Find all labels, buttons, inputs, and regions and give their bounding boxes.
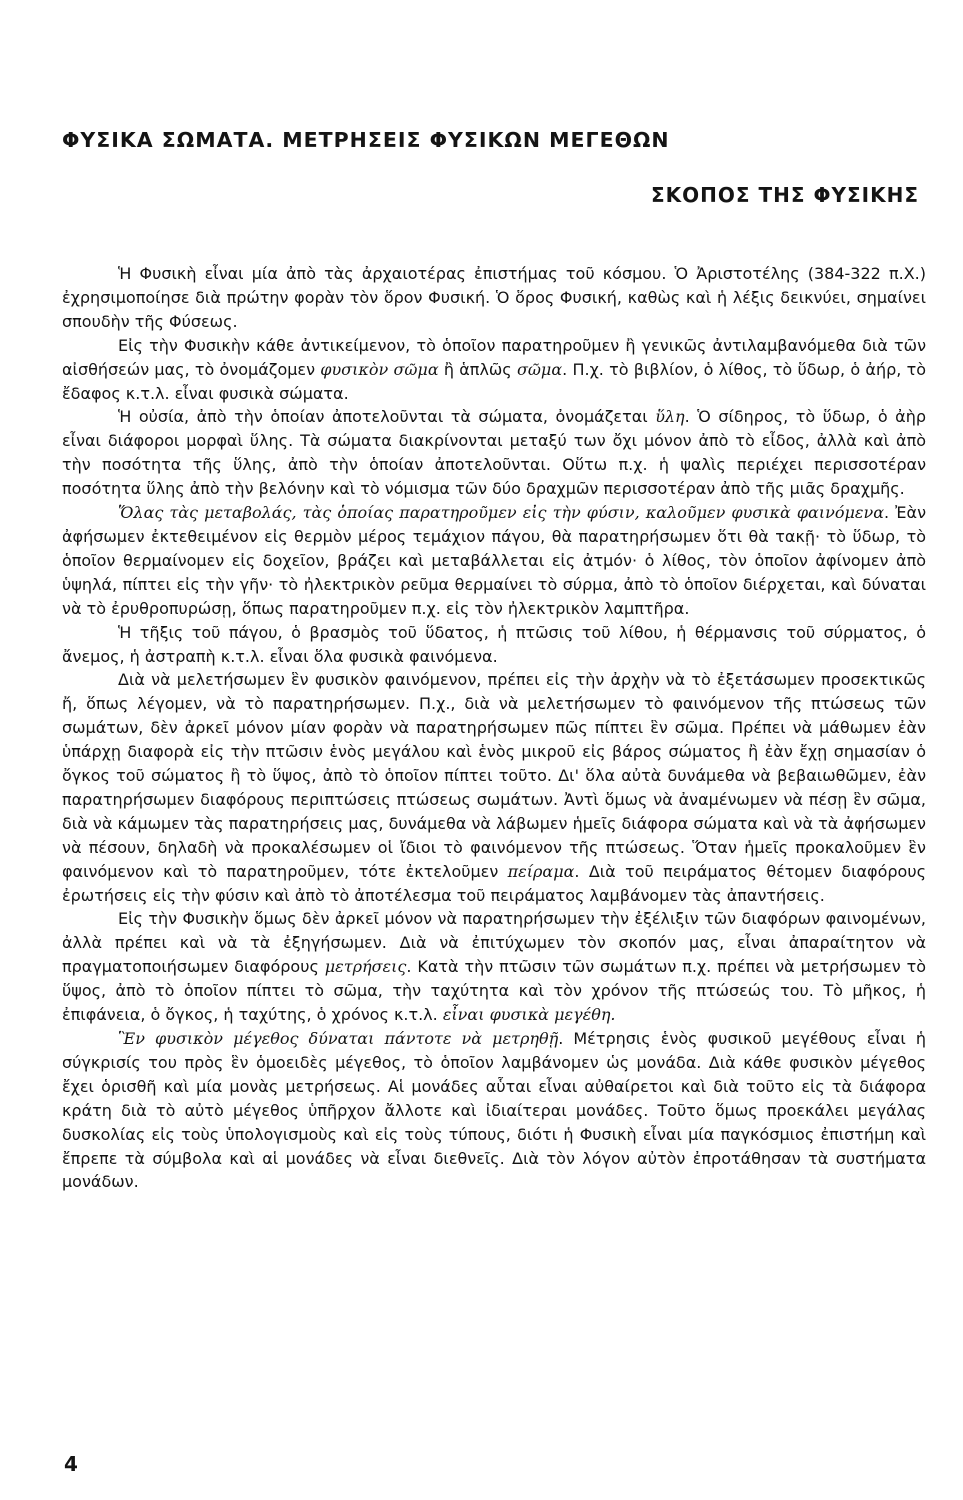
paragraph: [62, 1027, 926, 1194]
page-number: 4: [64, 1452, 78, 1476]
body-text: [62, 262, 926, 1194]
emphasis-term: Ἓν φυσικὸν μέγεθος δύναται πάντοτε νὰ μετρηθῇ: [118, 1029, 559, 1048]
text-run: Ἡ τῆξις τοῦ πάγου, ὁ βρασμὸς τοῦ ὕδατος, ἡ πτῶσις τοῦ λίθου, ἡ θέρμανσις τοῦ σύρματος, ὁ ἄνεμος, ἡ ἀστραπὴ κ.τ.λ. εἶναι ὅλα φυσικὰ φαινόμενα.: [62, 622, 926, 666]
emphasis-term: φυσικὸν σῶμα: [320, 359, 439, 379]
paragraph: [62, 668, 926, 907]
text-run: . Διὰ τοῦ πειράματος θέτομεν διαφόρους ἐρωτήσεις εἰς τὴν φύσιν καὶ ἀπὸ τὸ ἀποτέλεσμα τοῦ πειράματος λαμβάνομεν τὰς ἀπαντήσεις.: [62, 861, 926, 905]
text-run: . Ὁ σίδηρος, τὸ ὕδωρ, ὁ ἀὴρ εἶναι διάφοροι μορφαὶ ὕλης. Τὰ σώματα διακρίνονται μεταξύ των ὄχι μόνον ἀπὸ τὸ εἶδος, ἀλλὰ καὶ ἀπὸ τὴν ποσότητα τῆς ὕλης, ἀπὸ τὴν ὁποίαν ἀποτελοῦνται. Οὕτω π.χ. ἡ ψαλὶς περιέχει περισσοτέραν ποσότητα ὕλης ἀπὸ τὴν βελόνην καὶ τὸ νόμισμα τῶν δύο δραχμῶν περισσοτέραν ἀπὸ τῆς μιᾶς δραχμῆς.: [62, 407, 927, 499]
paragraph: [62, 501, 926, 621]
emphasis-term: Ὅλας τὰς μεταβολάς, τὰς ὁποίας παρατηροῦμεν εἰς τὴν φύσιν, καλοῦμεν φυσικὰ φαινόμενα: [118, 503, 884, 523]
section-title: ΣΚΟΠΟΣ ΤΗΣ ΦΥΣΙΚΗΣ: [650, 183, 919, 207]
emphasis-term: ὕλη: [655, 407, 685, 427]
text-run: Διὰ νὰ μελετήσωμεν ἓν φυσικὸν φαινόμενον, πρέπει εἰς τὴν ἀρχὴν νὰ τὸ ἐξετάσωμεν προσεκτικῶς ἤ, ὅπως λέγομεν, νὰ τὸ παρατηρήσωμεν. Π.χ., διὰ νὰ μελετήσωμεν τὸ φαινόμενον τῆς πτώσεως τῶν σωμάτων, δὲν ἀρκεῖ μόνον μίαν φορὰν νὰ παρατηρήσωμεν πῶς πίπτει ἓν σῶμα. Πρέπει νὰ μάθωμεν ἐὰν ὑπάρχῃ διαφορὰ εἰς τὴν πτῶσιν ἑνὸς μεγάλου καὶ ἑνὸς μικροῦ εἰς βάρος σώματος ἢ ἐὰν ἔχῃ σημασίαν ὁ ὄγκος τοῦ σώματος ἢ τὸ ὕψος, ἀπὸ τὸ ὁποῖον πίπτει τοῦτο. Δι' ὅλα αὐτὰ δυνάμεθα νὰ βεβαιωθῶμεν, ἐὰν παρατηρήσωμεν διαφόρους περιπτώσεις πτώσεως σωμάτων. Ἀντὶ ὅμως νὰ ἀναμένωμεν νὰ πέσῃ ἓν σῶμα, διὰ νὰ κάμωμεν τὰς παρατηρήσεις μας, δυνάμεθα νὰ λάβωμεν ἡμεῖς διάφορα σώματα καὶ νὰ τὰ ἀφήσωμεν νὰ πέσουν, δηλαδὴ νὰ προκαλέσωμεν οἱ ἴδιοι τὸ φαινόμενον τῆς πτώσεως. Ὅταν ἡμεῖς προκαλοῦμεν ἓν φαινόμενον καὶ τὸ παρατηροῦμεν, τότε ἐκτελοῦμεν: [62, 670, 926, 881]
text-run: . Π.χ. τὸ βιβλίον, ὁ λίθος, τὸ ὕδωρ, ὁ ἀήρ, τὸ ἔδαφος κ.τ.λ. εἶναι φυσικὰ σώματα.: [62, 359, 926, 403]
text-run: ἢ ἁπλῶς: [438, 359, 517, 379]
text-run: Εἰς τὴν Φυσικὴν κάθε ἀντικείμενον, τὸ ὁποῖον παρατηροῦμεν ἢ γενικῶς ἀντιλαμβανόμεθα διὰ τῶν αἰσθήσεών μας, τὸ ὀνομάζομεν: [62, 335, 926, 379]
paragraph: [62, 405, 926, 501]
emphasis-term: μετρήσεις: [324, 957, 407, 977]
text-run: . Κατὰ τὴν πτῶσιν τῶν σωμάτων π.χ. πρέπει νὰ μετρήσωμεν τὸ ὕψος, ἀπὸ τὸ ὁποῖον πίπτει τὸ σῶμα, τὴν ταχύτητα καὶ τὸν χρόνον τῆς πτώσεώς του. Τὸ μῆκος, ἡ ἐπιφάνεια, ὁ ὄγκος, ἡ ταχύτης, ὁ χρόνος κ.τ.λ.: [62, 957, 926, 1025]
text-run: . Μέτρησις ἑνὸς φυσικοῦ μεγέθους εἶναι ἡ σύγκρισίς του πρὸς ἓν ὁμοειδὲς μέγεθος, τὸ ὁποῖον λαμβάνομεν ὡς μονάδα. Διὰ κάθε φυσικὸν μέγεθος ἔχει ὁρισθῆ καὶ μία μονὰς μετρήσεως. Αἱ μονάδες αὗται εἶναι αὐθαίρετοι καὶ διὰ τοῦτο εἰς τὰ διάφορα κράτη διὰ τὸ αὐτὸ μέγεθος ὑπῆρχον ἄλλοτε καὶ ἰδιαίτεραι μονάδες. Τοῦτο ὅμως προεκάλει μεγάλας δυσκολίας εἰς τοὺς ὑπολογισμοὺς καὶ εἰς τοὺς τύπους, διότι ἡ Φυσικὴ εἶναι μία παγκόσμιος ἐπιστήμη καὶ ἔπρεπε τὰ σύμβολα καὶ αἱ μονάδες νὰ εἶναι διεθνεῖς. Διὰ τὸν λόγον αὐτὸν ἐπροτάθησαν τὰ συστήματα μονάδων.: [62, 1029, 927, 1192]
emphasis-term: πείραμα: [507, 861, 575, 881]
paragraph: [62, 262, 926, 334]
paragraph: [62, 621, 926, 669]
text-run: Ἡ Φυσικὴ εἶναι μία ἀπὸ τὰς ἀρχαιοτέρας ἐπιστήμας τοῦ κόσμου. Ὁ Ἀριστοτέλης (384-322 π.Χ.) ἐχρησιμοποίησε διὰ πρώτην φορὰν τὸν ὅρον Φυσική. Ὁ ὅρος Φυσική, καθὼς καὶ ἡ λέξις δεικνύει, σημαίνει σπουδὴν τῆς Φύσεως.: [62, 264, 926, 331]
paragraph: [62, 907, 926, 1027]
chapter-title: ΦΥΣΙΚΑ ΣΩΜΑΤΑ. ΜΕΤΡΗΣΕΙΣ ΦΥΣΙΚΩΝ ΜΕΓΕΘΩΝ: [62, 128, 670, 152]
text-run: Ἡ οὐσία, ἀπὸ τὴν ὁποίαν ἀποτελοῦνται τὰ σώματα, ὀνομάζεται: [118, 407, 656, 427]
emphasis-term: σῶμα: [516, 359, 563, 379]
text-run: . Ἐὰν ἀφήσωμεν ἐκτεθειμένον εἰς θερμὸν μέρος τεμάχιον πάγου, θὰ παρατηρήσωμεν ὅτι θὰ τακῇ· τὸ ὕδωρ, τὸ ὁποῖον θερμαίνομεν εἰς δοχεῖον, βράζει καὶ μεταβάλλεται εἰς ἀτμόν· ὁ λίθος, τὸν ὁποῖον ἀφίνομεν ἀπὸ ὑψηλά, πίπτει εἰς τὴν γῆν· τὸ ἠλεκτρικὸν ρεῦμα θερμαίνει τὸ σύρμα, ἀπὸ τὸ ὁποῖον διέρχεται, καὶ δύναται νὰ τὸ ἐρυθροπυρώσῃ, ὅπως παρατηροῦμεν π.χ. εἰς τὸν ἠλεκτρικὸν λαμπτῆρα.: [62, 503, 927, 618]
text-run: Εἰς τὴν Φυσικὴν ὅμως δὲν ἀρκεῖ μόνον νὰ παρατηρήσωμεν τὴν ἐξέλιξιν τῶν διαφόρων φαινομένων, ἀλλὰ πρέπει καὶ νὰ τὰ ἐξηγήσωμεν. Διὰ νὰ ἐπιτύχωμεν τὸν σκοπόν μας, εἶναι ἀπαραίτητον νὰ πραγματοποιήσωμεν διαφόρους: [62, 909, 926, 977]
emphasis-term: εἶναι φυσικὰ μεγέθη.: [442, 1005, 616, 1025]
paragraph: [62, 334, 926, 406]
